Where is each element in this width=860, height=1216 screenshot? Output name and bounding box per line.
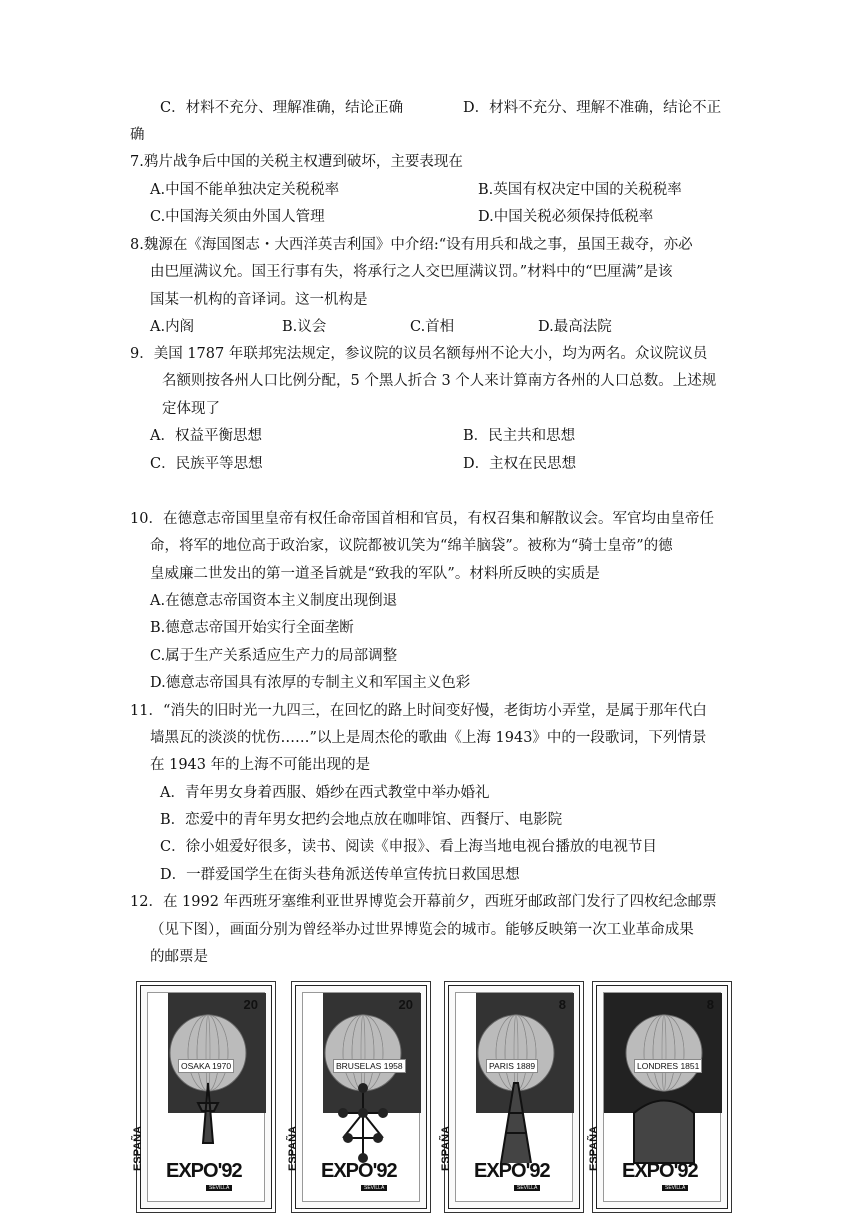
atomium-sphere <box>378 1108 388 1118</box>
text-line: C.中国海关须由外国人管理 <box>150 209 325 225</box>
text-line: 7.鸦片战争后中国的关税主权遭到破坏，主要表现在 <box>130 154 463 170</box>
text-line: 命，将军的地位高于政治家，议院都被讥笑为“绵羊脑袋”。被称为“骑士皇帝”的德 <box>150 538 673 554</box>
text-line: D．主权在民思想 <box>463 456 577 472</box>
stamp-expo-logo: EXPO'92 <box>474 1160 550 1182</box>
stamp-value: 8 <box>706 997 714 1012</box>
text-line: A．权益平衡思想 <box>150 428 262 444</box>
stamp-expo-logo: EXPO'92 <box>622 1160 698 1182</box>
text-line: D．一群爱国学生在街头巷角派送传单宣传抗日救国思想 <box>160 867 520 883</box>
atomium-sphere <box>343 1133 353 1143</box>
atomium-sphere <box>338 1108 348 1118</box>
atomium-sphere <box>373 1133 383 1143</box>
stamp-sevilla-label: SEVILLA <box>206 1185 232 1191</box>
stamp-sevilla-label: SEVILLA <box>361 1185 387 1191</box>
globe-icon <box>170 1015 246 1091</box>
stamp-country-label: ESPAÑA <box>287 1125 299 1171</box>
stamp-country-label: ESPAÑA <box>440 1125 452 1171</box>
text-line: C．民族平等思想 <box>150 456 263 472</box>
text-line: B．民主共和思想 <box>463 428 576 444</box>
text-line: B.德意志帝国开始实行全面垄断 <box>150 620 354 636</box>
text-line: 11．“消失的旧时光一九四三，在回忆的路上时间变好慢，老街坊小弄堂，是属于那年代白 <box>130 703 707 719</box>
stamp-expo-logo: EXPO'92 <box>166 1160 242 1182</box>
text-line: A．青年男女身着西服、婚纱在西式教堂中举办婚礼 <box>160 785 490 801</box>
stamp-city-label: OSAKA 1970 <box>178 1059 234 1073</box>
text-line: C．徐小姐爱好很多，读书、阅读《申报》、看上海当地电视台播放的电视节目 <box>160 839 657 855</box>
stamp-country-label: ESPAÑA <box>588 1125 600 1171</box>
text-line: 墙黑瓦的淡淡的忧伤……”以上是周杰伦的歌曲《上海 1943》中的一段歌词，下列情景 <box>150 730 707 746</box>
stamp-value: 20 <box>398 997 413 1012</box>
text-line: B．恋爱中的青年男女把约会地点放在咖啡馆、西餐厅、电影院 <box>160 812 563 828</box>
text-line: D.德意志帝国具有浓厚的专制主义和军国主义色彩 <box>150 675 471 691</box>
monument-icon <box>634 1101 694 1164</box>
stamp-city-label: LONDRES 1851 <box>634 1059 702 1073</box>
text-line: 的邮票是 <box>150 949 208 965</box>
globe-icon <box>325 1015 401 1091</box>
text-line: A.内阁 <box>150 319 195 335</box>
text-line: 10．在德意志帝国里皇帝有权任命帝国首相和官员，有权召集和解散议会。军官均由皇帝任 <box>130 511 714 527</box>
text-line: A.中国不能单独决定关税税率 <box>150 182 340 198</box>
text-line: 由巴厘满议允。国王行事有失，将承行之人交巴厘满议罚。”材料中的“巴厘满”是该 <box>150 264 673 280</box>
text-line: D.最高法院 <box>538 319 612 335</box>
atomium-sphere <box>358 1108 368 1118</box>
text-line: C．材料不充分、理解准确，结论正确 <box>160 100 404 116</box>
text-line: 8.魏源在《海国图志・大西洋英吉利国》中介绍:“设有用兵和战之事，虽国王裁夺，亦必 <box>130 237 693 253</box>
stamp-country-label: ESPAÑA <box>132 1125 144 1171</box>
text-line: B.英国有权决定中国的关税税率 <box>478 182 682 198</box>
text-line: 皇威廉二世发出的第一道圣旨就是“致我的军队”。材料所反映的实质是 <box>150 566 600 582</box>
text-line: B.议会 <box>282 319 327 335</box>
text-line: （见下图），画面分别为曾经举办过世界博览会的城市。能够反映第一次工业革命成果 <box>150 922 694 938</box>
stamp-city-label: BRUSELAS 1958 <box>333 1059 406 1073</box>
text-line: 12．在 1992 年西班牙塞维利亚世界博览会开幕前夕，西班牙邮政部门发行了四枚纪念邮票 <box>130 894 717 910</box>
expo-stamp <box>132 985 272 1209</box>
stamp-sevilla-label: SEVILLA <box>514 1185 540 1191</box>
atomium-sphere <box>358 1083 368 1093</box>
stamp-city-label: PARIS 1889 <box>486 1059 538 1073</box>
expo-stamp <box>287 985 427 1209</box>
text-line: 确 <box>130 127 145 143</box>
text-line: 名额则按各州人口比例分配，5 个黑人折合 3 个人来计算南方各州的人口总数。上述规 <box>162 373 717 389</box>
stamp-value: 20 <box>243 997 258 1012</box>
text-line: 定体现了 <box>162 401 220 417</box>
text-line: C.首相 <box>410 319 455 335</box>
text-line: A.在德意志帝国资本主义制度出现倒退 <box>150 593 398 609</box>
stamp-expo-logo: EXPO'92 <box>321 1160 397 1182</box>
expo-stamp <box>588 985 728 1209</box>
text-line: D.中国关税必须保持低税率 <box>478 209 654 225</box>
text-line: 9．美国 1787 年联邦宪法规定，参议院的议员名额每州不论大小，均为两名。众议院议员 <box>130 346 708 362</box>
text-line: C.属于生产关系适应生产力的局部调整 <box>150 648 398 664</box>
stamp-sevilla-label: SEVILLA <box>662 1185 688 1191</box>
globe-icon <box>626 1015 702 1091</box>
text-line: 国某一机构的音译词。这一机构是 <box>150 292 368 308</box>
text-line: D．材料不充分、理解不准确，结论不正 <box>463 100 722 116</box>
expo-stamp <box>440 985 580 1209</box>
globe-icon <box>478 1015 554 1091</box>
stamp-strip <box>132 985 740 1210</box>
text-line: 在 1943 年的上海不可能出现的是 <box>150 757 371 773</box>
stamp-value: 8 <box>558 997 566 1012</box>
